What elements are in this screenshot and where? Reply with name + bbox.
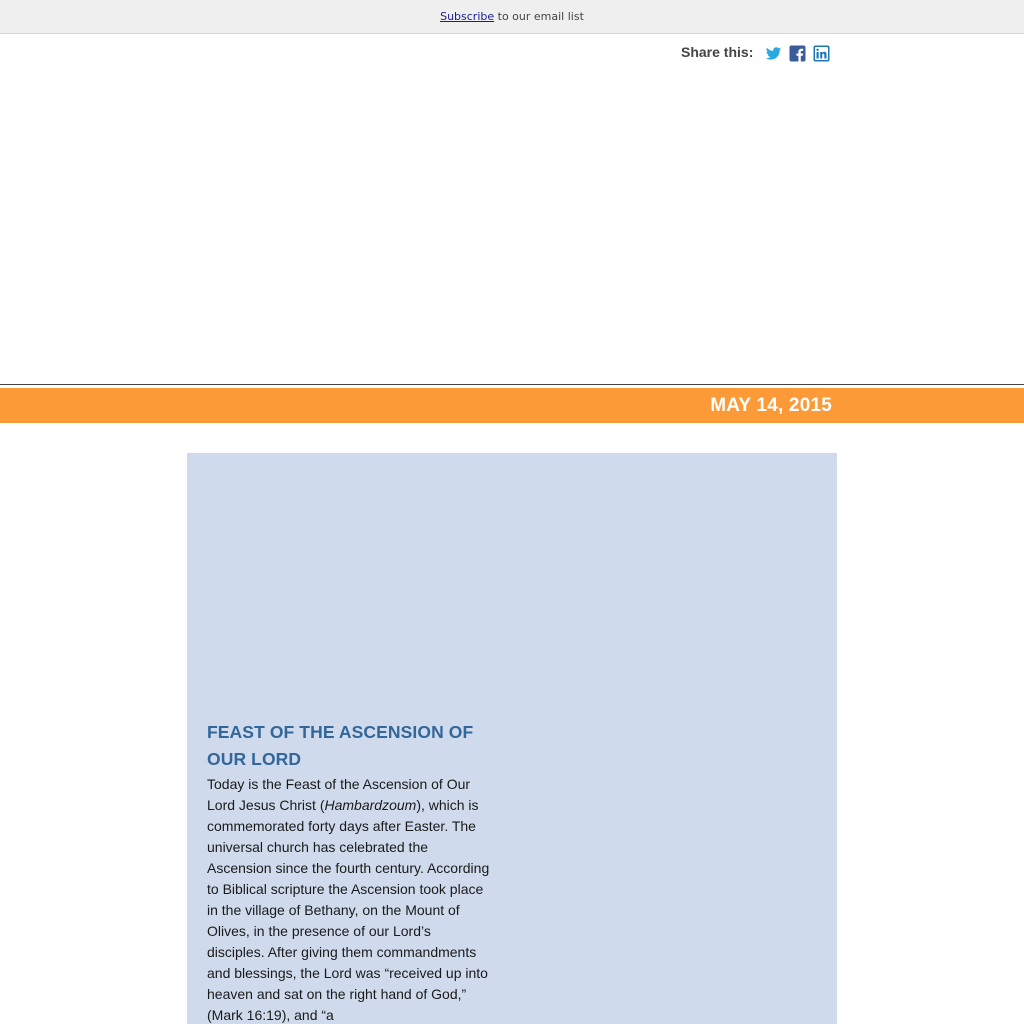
- subscribe-suffix: to our email list: [494, 10, 584, 23]
- issue-date: MAY 14, 2015: [710, 395, 832, 416]
- share-label: Share this:: [681, 44, 754, 60]
- twitter-icon[interactable]: [765, 45, 782, 62]
- header-divider: [0, 384, 1024, 385]
- share-bar: [681, 43, 837, 63]
- subscribe-bar: [0, 0, 1024, 34]
- date-bar: [0, 388, 1024, 423]
- subscribe-link[interactable]: Subscribe: [440, 10, 495, 23]
- article-body: [207, 774, 492, 1024]
- article-body-part1: Today is the Feast of the Ascension of Our Lord Jesus Christ (: [207, 776, 471, 813]
- article-title: FEAST OF THE ASCENSION OF OUR LORD: [207, 722, 474, 769]
- facebook-icon[interactable]: [789, 45, 806, 62]
- article-image-area: [187, 453, 837, 713]
- article-body-part2: ), which is commemorated forty days after Easter. The universal church has celebrated the Ascension since the fourth century. According to Biblical scripture the Ascension took place in the village of Bethany, on the Mount of Olives, in the presence of our Lord’s disciples. After giving them commandments and blessings, the Lord was “received up into heaven and sat on the right hand of God,” (Mark 16:19), and “a: [207, 797, 490, 1023]
- linkedin-icon[interactable]: [813, 45, 830, 62]
- header-banner-area: [0, 70, 1024, 384]
- article: [207, 719, 492, 1024]
- article-body-italic: Hambardzoum: [324, 797, 417, 813]
- article-panel: [187, 453, 837, 1024]
